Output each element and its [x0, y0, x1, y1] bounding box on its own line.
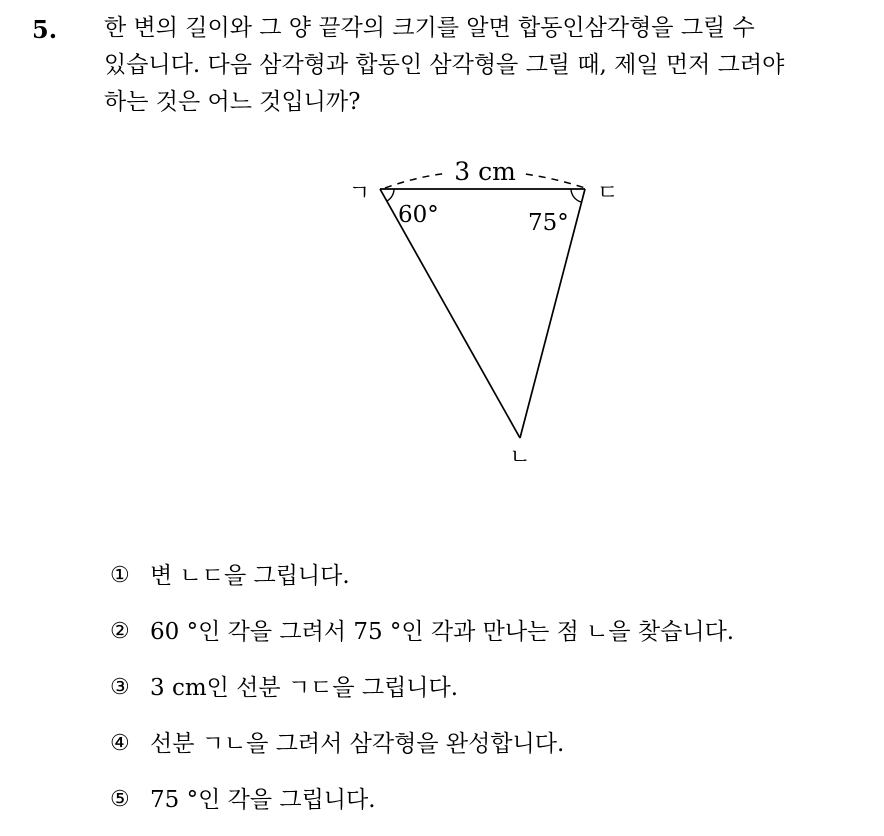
choice-text: 3 cm인 선분 ㄱㄷ을 그립니다. [150, 675, 459, 701]
choice-text: 변 ㄴㄷ을 그립니다. [150, 563, 350, 589]
triangle-figure [330, 150, 650, 480]
choice-text: 60 °인 각을 그려서 75 °인 각과 만나는 점 ㄴ을 찾습니다. [150, 619, 735, 645]
question-line: 하는 것은 어느 것입니까? [104, 89, 361, 115]
choice-text: 75 °인 각을 그립니다. [150, 787, 376, 813]
question-text [104, 10, 874, 121]
right-angle-arc [571, 189, 581, 202]
choice-marker: ③ [110, 675, 130, 700]
triangle-diagram [330, 150, 650, 480]
choice-marker: ④ [110, 731, 130, 756]
vertex-right-label: ㄷ [597, 181, 619, 206]
choice-marker: ⑤ [110, 787, 130, 812]
choice-marker: ① [110, 563, 130, 588]
length-label: 3 cm [454, 157, 516, 186]
left-angle-arc [387, 189, 394, 201]
question-line: 한 변의 길이와 그 양 끝각의 크기를 알면 합동인삼각형을 그릴 수 [104, 15, 755, 41]
angle-left-label: 60° [398, 202, 439, 228]
choice-text: 선분 ㄱㄴ을 그려서 삼각형을 완성합니다. [150, 731, 565, 757]
answer-choices [110, 556, 870, 836]
choice-5[interactable] [110, 780, 870, 836]
choice-1[interactable] [110, 556, 870, 612]
choice-4[interactable] [110, 724, 870, 780]
vertex-left-label: ㄱ [348, 181, 370, 206]
angle-right-label: 75° [528, 210, 569, 236]
vertex-bottom-label: ㄴ [509, 445, 531, 470]
choice-3[interactable] [110, 668, 870, 724]
question-line: 있습니다. 다음 삼각형과 합동인 삼각형을 그릴 때, 제일 먼저 그려야 [104, 52, 785, 78]
choice-marker: ② [110, 619, 130, 644]
question-number: 5. [32, 15, 58, 44]
choice-2[interactable] [110, 612, 870, 668]
